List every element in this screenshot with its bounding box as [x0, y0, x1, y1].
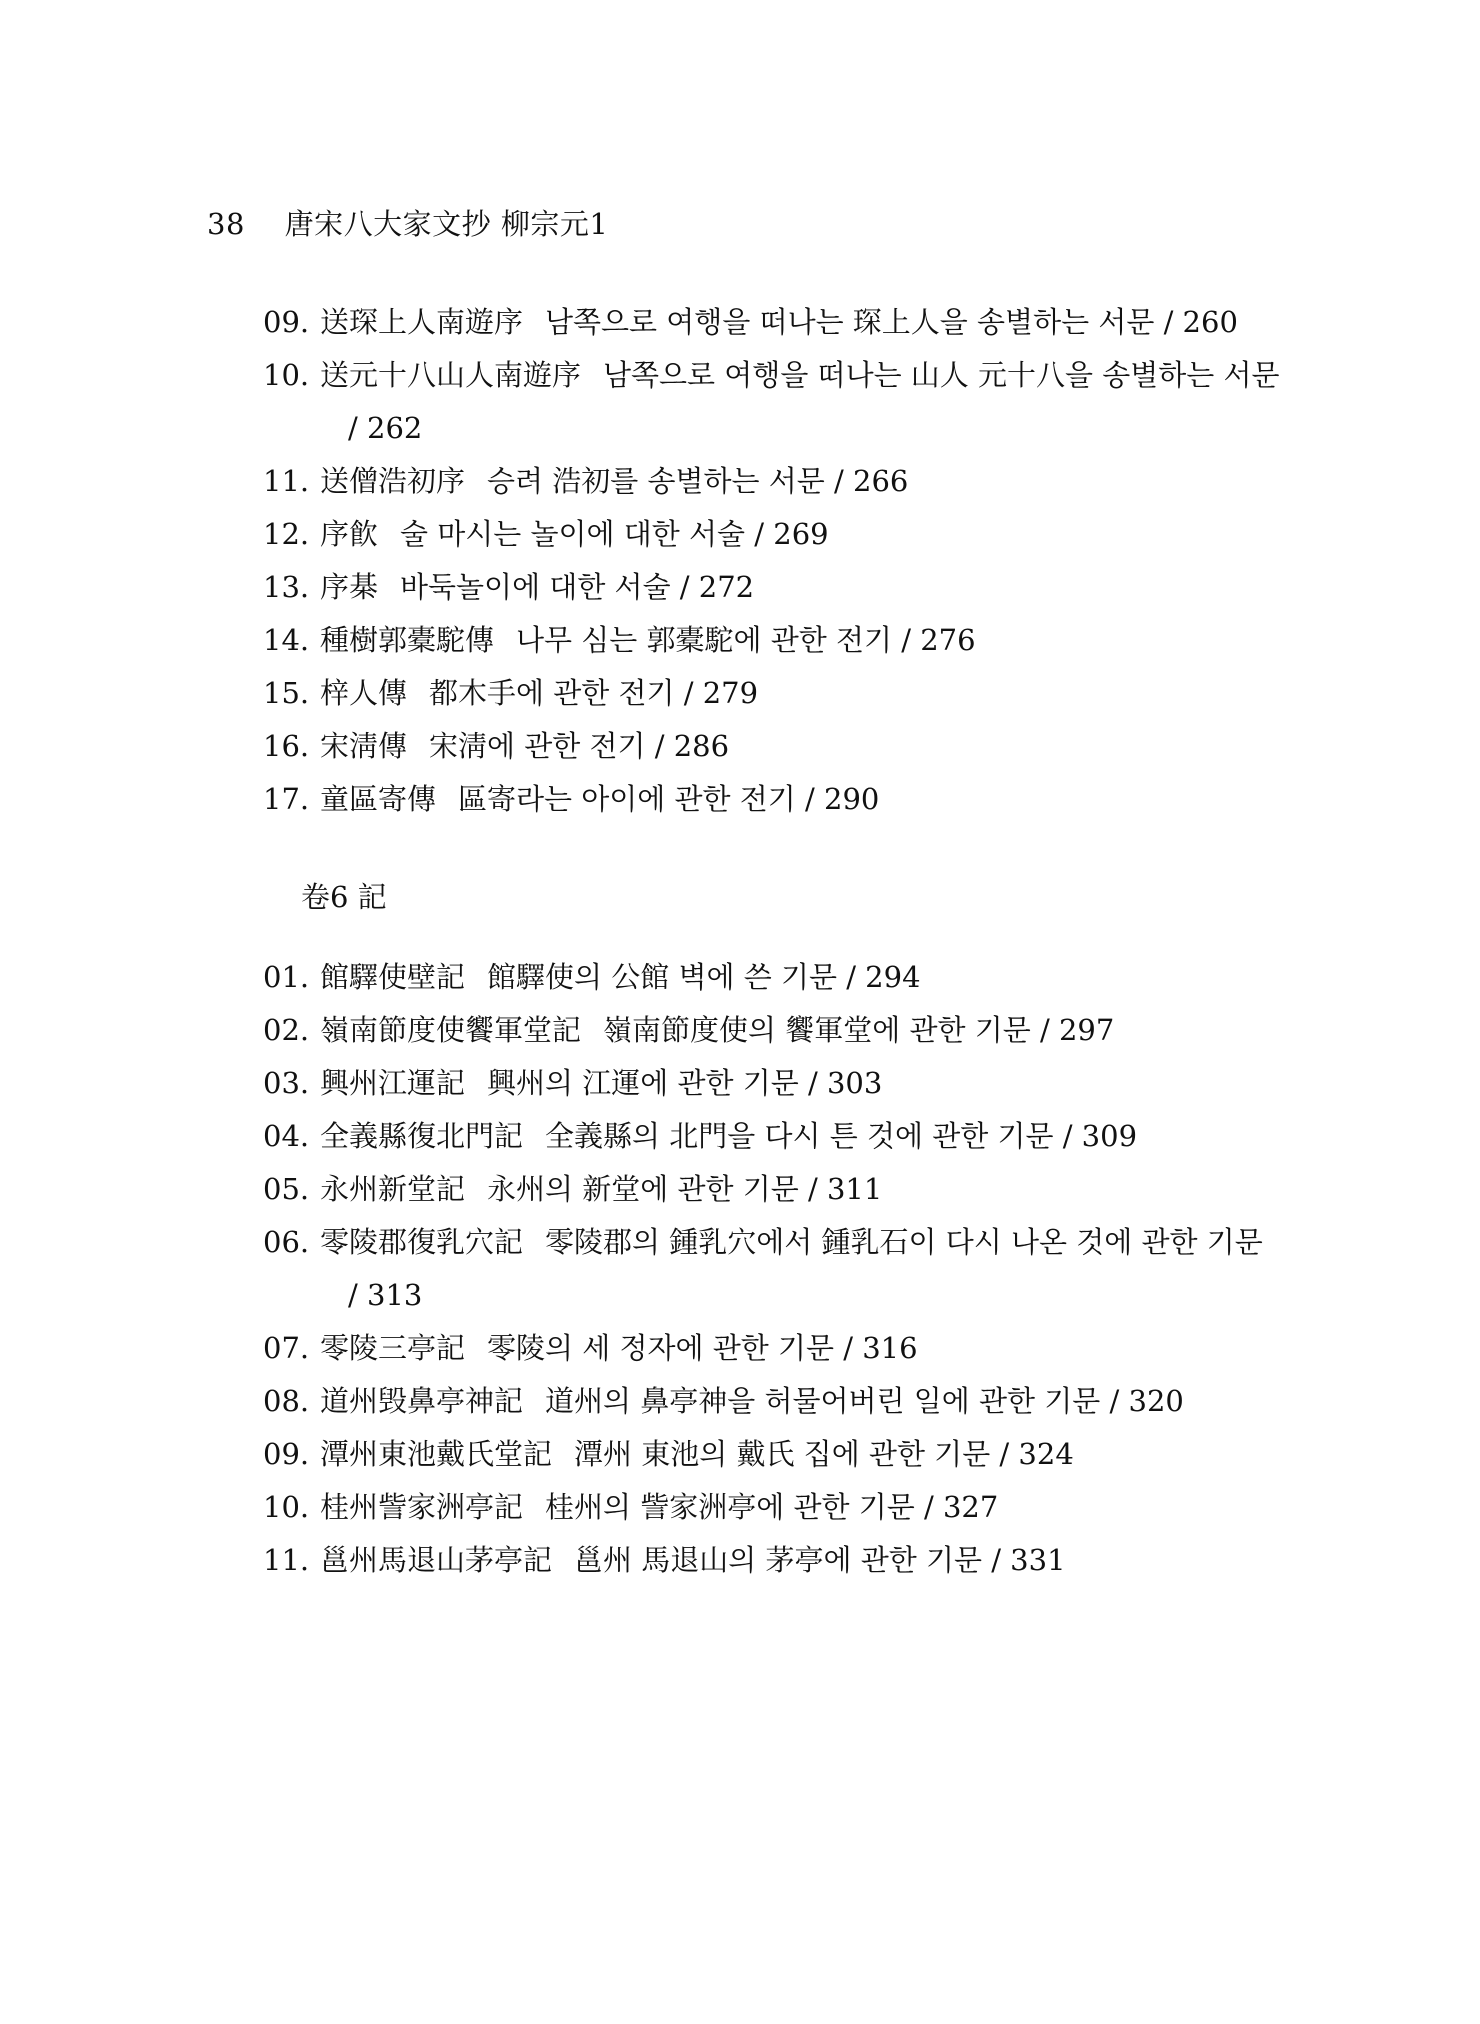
entry-title: 零陵郡復乳穴記 — [320, 1225, 524, 1259]
entry-number: 01. — [263, 960, 310, 994]
toc-entry — [263, 455, 1263, 508]
toc-entry — [263, 1375, 1263, 1428]
entry-page-continuation: / 313 — [348, 1278, 423, 1312]
toc-list-section-5 — [263, 296, 1280, 826]
entry-number: 07. — [263, 1331, 310, 1365]
toc-entry — [263, 296, 1263, 349]
entry-description: 興州의 江運에 관한 기문 / 303 — [487, 1066, 883, 1100]
toc-entry — [263, 1216, 1263, 1322]
toc-list-section-6 — [263, 951, 1263, 1587]
entry-description: 潭州 東池의 戴氏 집에 관한 기문 / 324 — [574, 1437, 1074, 1471]
entry-number: 06. — [263, 1225, 310, 1259]
entry-description: 零陵郡의 鍾乳穴에서 鍾乳石이 다시 나온 것에 관한 기문 — [545, 1225, 1263, 1259]
entry-title: 道州毁鼻亭神記 — [320, 1384, 524, 1418]
entry-description: 승려 浩初를 송별하는 서문 / 266 — [487, 464, 909, 498]
entry-description: 道州의 鼻亭神을 허물어버린 일에 관한 기문 / 320 — [545, 1384, 1184, 1418]
entry-description: 남쪽으로 여행을 떠나는 琛上人을 송별하는 서문 / 260 — [545, 305, 1238, 339]
book-title: 唐宋八大家文抄 柳宗元1 — [284, 207, 609, 241]
entry-description: 나무 심는 郭橐駝에 관한 전기 / 276 — [516, 623, 976, 657]
entry-number: 10. — [263, 1490, 310, 1524]
toc-entry — [263, 1110, 1263, 1163]
entry-number: 14. — [263, 623, 310, 657]
entry-number: 02. — [263, 1013, 310, 1047]
entry-title: 永州新堂記 — [320, 1172, 466, 1206]
toc-entry — [263, 1534, 1263, 1587]
toc-entry — [263, 614, 1263, 667]
toc-entry — [263, 1057, 1263, 1110]
entry-number: 09. — [263, 1437, 310, 1471]
entry-title: 興州江運記 — [320, 1066, 466, 1100]
entry-title: 館驛使壁記 — [320, 960, 466, 994]
entry-title: 序棊 — [320, 570, 379, 604]
entry-description: 邕州 馬退山의 茅亭에 관한 기문 / 331 — [574, 1543, 1066, 1577]
toc-entry — [263, 667, 1263, 720]
toc-entry — [263, 1428, 1263, 1481]
entry-title: 宋淸傳 — [320, 729, 408, 763]
entry-description: 桂州의 訾家洲亭에 관한 기문 / 327 — [545, 1490, 999, 1524]
entry-description: 零陵의 세 정자에 관한 기문 / 316 — [487, 1331, 918, 1365]
entry-description: 남쪽으로 여행을 떠나는 山人 元十八을 송별하는 서문 — [603, 358, 1280, 392]
entry-number: 11. — [263, 464, 310, 498]
entry-number: 05. — [263, 1172, 310, 1206]
toc-entry — [263, 508, 1263, 561]
toc-entry — [263, 720, 1263, 773]
toc-entry — [263, 1322, 1263, 1375]
page-number: 38 — [207, 207, 245, 241]
entry-title: 童區寄傳 — [320, 782, 437, 816]
entry-description: 宋淸에 관한 전기 / 286 — [429, 729, 730, 763]
entry-number: 10. — [263, 358, 310, 392]
entry-title: 種樹郭橐駝傳 — [320, 623, 495, 657]
entry-number: 09. — [263, 305, 310, 339]
running-head — [207, 204, 608, 244]
entry-title: 送元十八山人南遊序 — [320, 358, 582, 392]
entry-number: 03. — [263, 1066, 310, 1100]
entry-number: 17. — [263, 782, 310, 816]
entry-title: 嶺南節度使饗軍堂記 — [320, 1013, 582, 1047]
entry-description: 술 마시는 놀이에 대한 서술 / 269 — [400, 517, 829, 551]
entry-title: 送僧浩初序 — [320, 464, 466, 498]
entry-description: 都木手에 관한 전기 / 279 — [429, 676, 759, 710]
entry-title: 序飮 — [320, 517, 379, 551]
entry-number: 16. — [263, 729, 310, 763]
entry-description: 全義縣의 北門을 다시 튼 것에 관한 기문 / 309 — [545, 1119, 1138, 1153]
toc-entry — [263, 1481, 1263, 1534]
section-heading: 卷6 記 — [301, 880, 387, 914]
toc-entry — [263, 1163, 1263, 1216]
entry-title: 潭州東池戴氏堂記 — [320, 1437, 553, 1471]
entry-title: 邕州馬退山茅亭記 — [320, 1543, 553, 1577]
entry-description: 區寄라는 아이에 관한 전기 / 290 — [458, 782, 880, 816]
entry-description: 바둑놀이에 대한 서술 / 272 — [400, 570, 755, 604]
entry-number: 04. — [263, 1119, 310, 1153]
toc-entry — [263, 1004, 1263, 1057]
entry-number: 15. — [263, 676, 310, 710]
entry-page-continuation: / 262 — [348, 411, 423, 445]
entry-number: 13. — [263, 570, 310, 604]
entry-number: 08. — [263, 1384, 310, 1418]
entry-title: 桂州訾家洲亭記 — [320, 1490, 524, 1524]
entry-title: 零陵三亭記 — [320, 1331, 466, 1365]
entry-description: 嶺南節度使의 饗軍堂에 관한 기문 / 297 — [603, 1013, 1115, 1047]
entry-number: 11. — [263, 1543, 310, 1577]
entry-description: 館驛使의 公館 벽에 쓴 기문 / 294 — [487, 960, 921, 994]
toc-entry — [263, 773, 1263, 826]
toc-entry — [263, 561, 1263, 614]
toc-entry — [263, 951, 1263, 1004]
entry-number: 12. — [263, 517, 310, 551]
toc-entry — [263, 349, 1280, 455]
entry-title: 全義縣復北門記 — [320, 1119, 524, 1153]
entry-description: 永州의 新堂에 관한 기문 / 311 — [487, 1172, 883, 1206]
entry-title: 送琛上人南遊序 — [320, 305, 524, 339]
entry-title: 梓人傳 — [320, 676, 408, 710]
